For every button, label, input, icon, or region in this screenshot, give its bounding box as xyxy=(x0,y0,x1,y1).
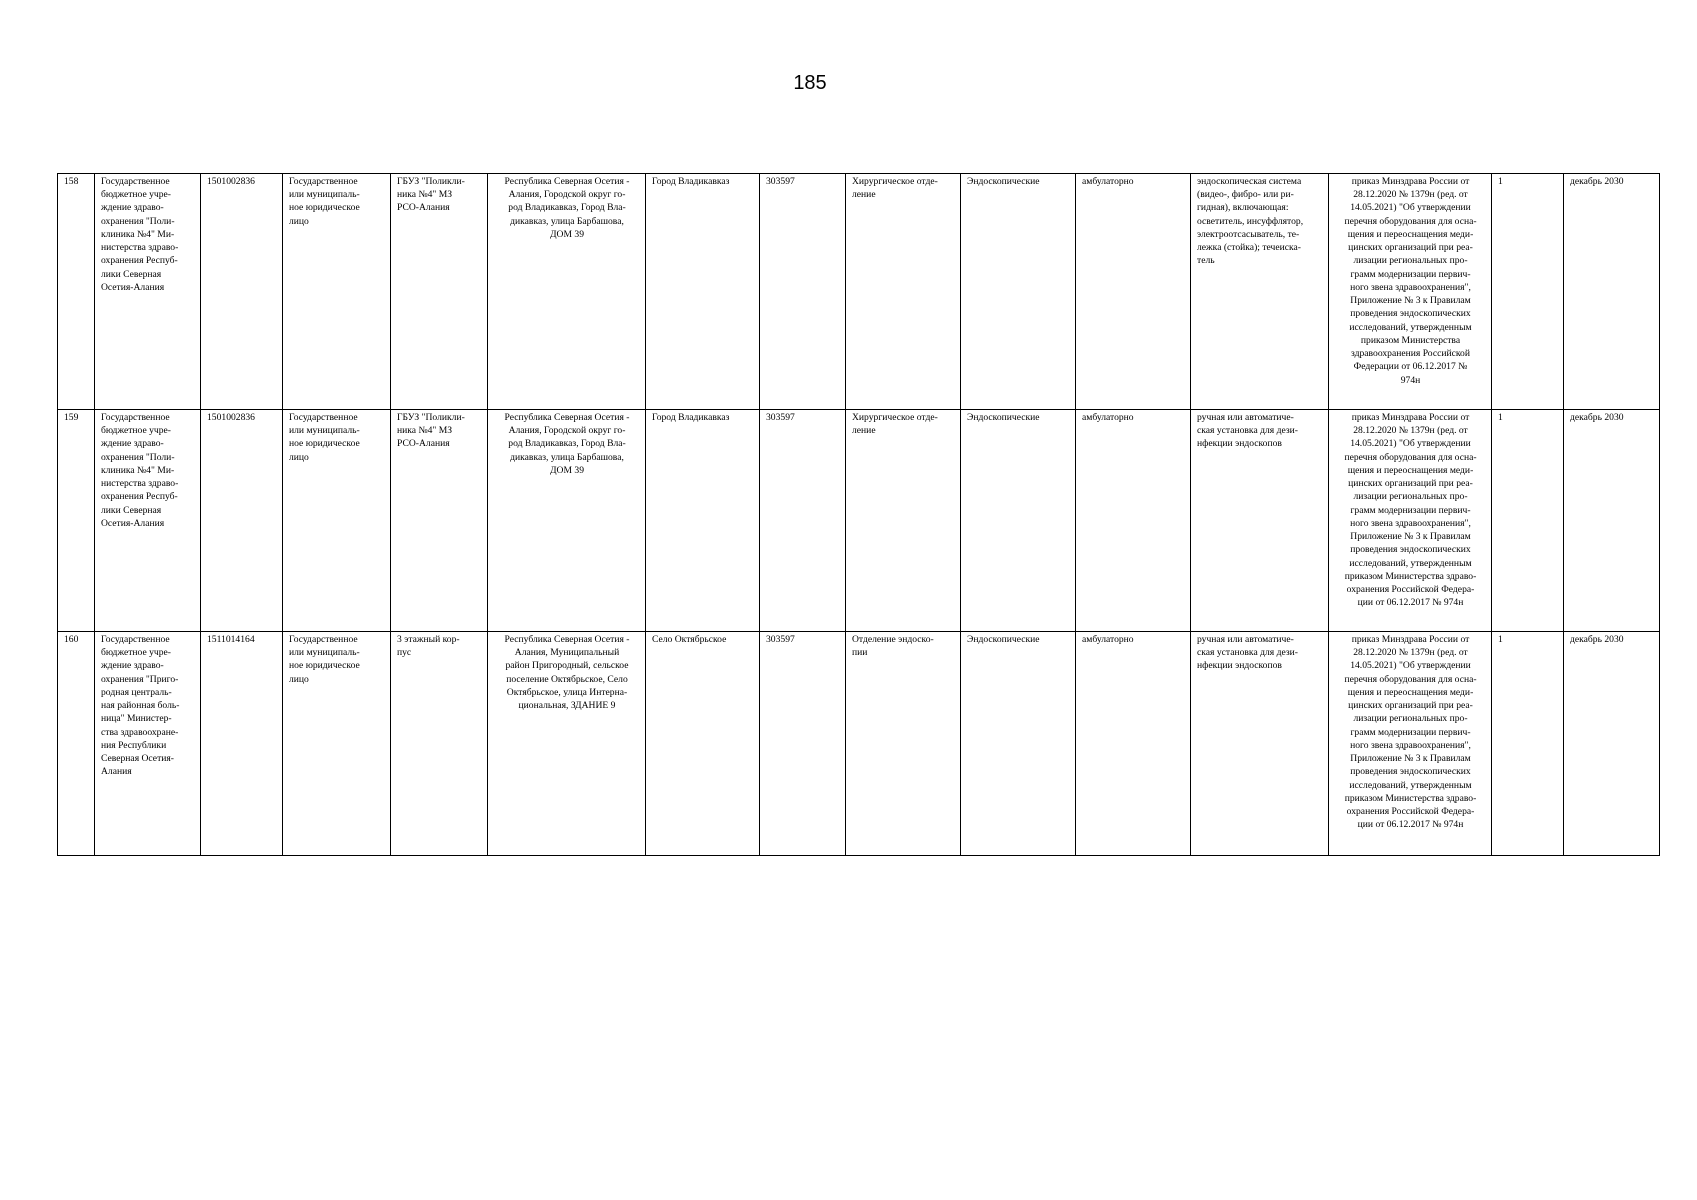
page-number: 185 xyxy=(793,72,827,94)
cell-department: Хирургическое отде- ление xyxy=(846,174,961,410)
cell-organization-form: Государственное или муниципаль- ное юридическое лицо xyxy=(283,174,391,410)
cell-inn: 1501002836 xyxy=(201,174,283,410)
cell-legal-basis: приказ Минздрава России от 28.12.2020 № 1379н (ред. от 14.05.2021) "Об утверждении перечня оборудования для осна- щения и переоснащения меди- цинских организаций при реа- лизации региональных про- грамм модернизации первич- ного звена здравоохранения", Приложение № 3 к Правилам проведения эндоскопических исследований, утвержденным приказом Министерства здравоохранения Российской Федерации от 06.12.2017 № 974н xyxy=(1329,174,1492,410)
cell-row-number: 160 xyxy=(58,632,95,856)
cell-organization-form: Государственное или муниципаль- ное юридическое лицо xyxy=(283,632,391,856)
cell-inn: 1501002836 xyxy=(201,410,283,632)
cell-department: Отделение эндоско- пии xyxy=(846,632,961,856)
cell-code: 303597 xyxy=(760,410,846,632)
table-row xyxy=(58,632,1660,856)
cell-department: Хирургическое отде- ление xyxy=(846,410,961,632)
cell-quantity: 1 xyxy=(1492,410,1564,632)
cell-care-form: амбулаторно xyxy=(1076,410,1191,632)
cell-equipment: ручная или автоматиче- ская установка для дези- нфекции эндоскопов xyxy=(1191,632,1329,856)
cell-code: 303597 xyxy=(760,174,846,410)
cell-settlement: Село Октябрьское xyxy=(646,632,760,856)
cell-facility: 3 этажный кор- пус xyxy=(391,632,488,856)
table-row xyxy=(58,174,1660,410)
cell-row-number: 158 xyxy=(58,174,95,410)
cell-address: Республика Северная Осетия - Алания, Городской округ го- род Владикавказ, Город Вла- дикавказ, улица Барбашова, ДОМ 39 xyxy=(488,174,646,410)
table-row xyxy=(58,410,1660,632)
cell-settlement: Город Владикавказ xyxy=(646,410,760,632)
cell-organization-form: Государственное или муниципаль- ное юридическое лицо xyxy=(283,410,391,632)
cell-organization-name: Государственное бюджетное учре- ждение здраво- охранения "Приго- родная централь- ная районная боль- ница" Министер- ства здравоохране- ния Республики Северная Осетия- Алания xyxy=(95,632,201,856)
cell-equipment: ручная или автоматиче- ская установка для дези- нфекции эндоскопов xyxy=(1191,410,1329,632)
cell-address: Республика Северная Осетия - Алания, Муниципальный район Пригородный, сельское поселение Октябрьское, Село Октябрьское, улица Интерна- циональная, ЗДАНИЕ 9 xyxy=(488,632,646,856)
cell-row-number: 159 xyxy=(58,410,95,632)
cell-settlement: Город Владикавказ xyxy=(646,174,760,410)
cell-date: декабрь 2030 xyxy=(1564,174,1660,410)
cell-organization-name: Государственное бюджетное учре- ждение здраво- охранения "Поли- клиника №4" Ми- нистерства здраво- охранения Респуб- лики Северная Осетия-Алания xyxy=(95,410,201,632)
cell-legal-basis: приказ Минздрава России от 28.12.2020 № 1379н (ред. от 14.05.2021) "Об утверждении перечня оборудования для осна- щения и переоснащения меди- цинских организаций при реа- лизации региональных про- грамм модернизации первич- ного звена здравоохранения", Приложение № 3 к Правилам проведения эндоскопических исследований, утвержденным приказом Министерства здраво- охранения Российской Федера- ции от 06.12.2017 № 974н xyxy=(1329,632,1492,856)
cell-date: декабрь 2030 xyxy=(1564,632,1660,856)
cell-facility: ГБУЗ "Поликли- ника №4" МЗ РСО-Алания xyxy=(391,174,488,410)
cell-equipment: эндоскопическая система (видео-, фибро- или ри- гидная), включающая: осветитель, инсуффлятор, электроотсасыватель, те- лежка (стойка); течеиска- тель xyxy=(1191,174,1329,410)
cell-date: декабрь 2030 xyxy=(1564,410,1660,632)
cell-profile: Эндоскопические xyxy=(961,632,1076,856)
cell-quantity: 1 xyxy=(1492,174,1564,410)
cell-legal-basis: приказ Минздрава России от 28.12.2020 № 1379н (ред. от 14.05.2021) "Об утверждении перечня оборудования для осна- щения и переоснащения меди- цинских организаций при реа- лизации региональных про- грамм модернизации первич- ного звена здравоохранения", Приложение № 3 к Правилам проведения эндоскопических исследований, утвержденным приказом Министерства здраво- охранения Российской Федера- ции от 06.12.2017 № 974н xyxy=(1329,410,1492,632)
cell-profile: Эндоскопические xyxy=(961,410,1076,632)
cell-inn: 1511014164 xyxy=(201,632,283,856)
cell-quantity: 1 xyxy=(1492,632,1564,856)
cell-facility: ГБУЗ "Поликли- ника №4" МЗ РСО-Алания xyxy=(391,410,488,632)
equipment-registry-table xyxy=(57,173,1660,856)
cell-care-form: амбулаторно xyxy=(1076,174,1191,410)
cell-care-form: амбулаторно xyxy=(1076,632,1191,856)
cell-profile: Эндоскопические xyxy=(961,174,1076,410)
cell-organization-name: Государственное бюджетное учре- ждение здраво- охранения "Поли- клиника №4" Ми- нистерства здраво- охранения Респуб- лики Северная Осетия-Алания xyxy=(95,174,201,410)
cell-address: Республика Северная Осетия - Алания, Городской округ го- род Владикавказ, Город Вла- дикавказ, улица Барбашова, ДОМ 39 xyxy=(488,410,646,632)
cell-code: 303597 xyxy=(760,632,846,856)
